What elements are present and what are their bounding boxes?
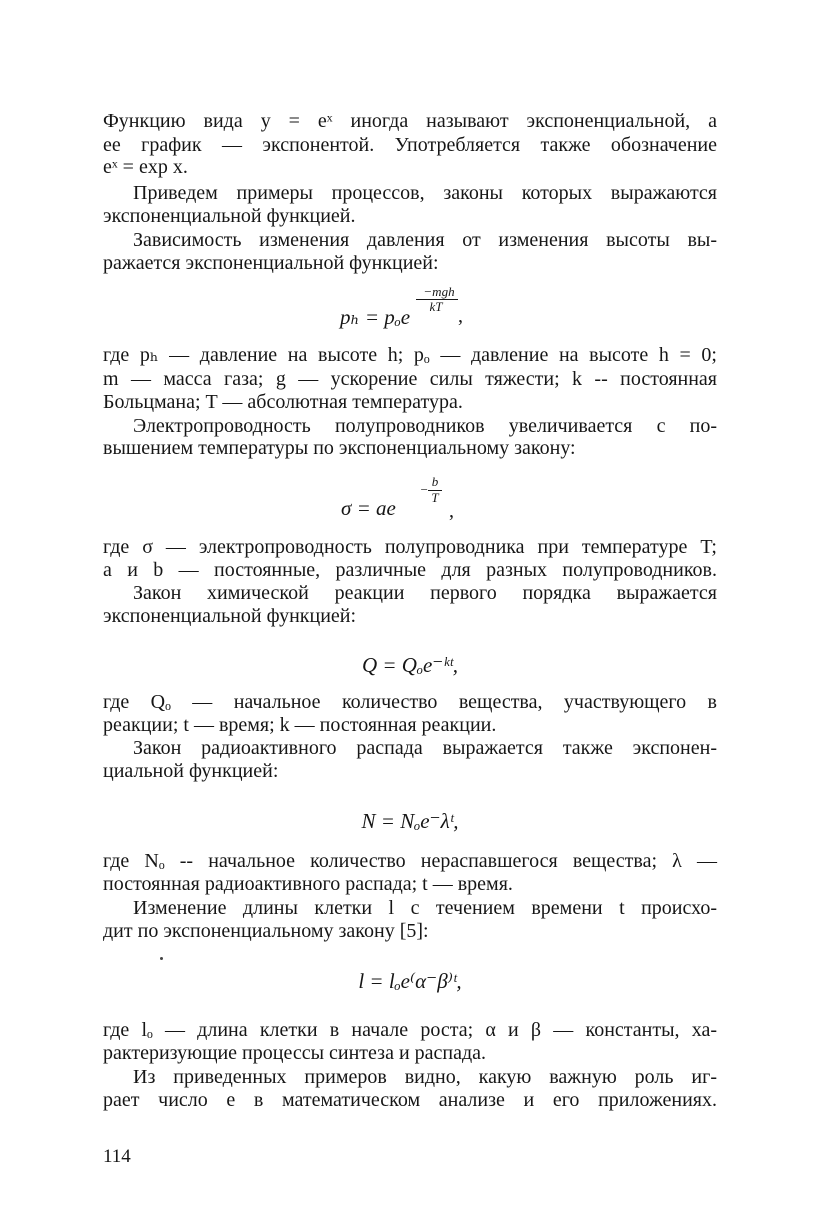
- text-line: где Nₒ -- начальное количество нераспавшегося вещества; λ —: [103, 850, 717, 872]
- text-line: Закон радиоактивного распада выражается также экспонен-: [133, 737, 717, 759]
- exponent-sign: −: [419, 482, 429, 497]
- text-line: Зависимость изменения давления от изменения высоты вы-: [133, 229, 717, 251]
- text-line: экспоненциальной функцией:: [103, 605, 357, 627]
- exponent-denominator: T: [431, 490, 439, 505]
- text-line: Функцию вида y = eˣ иногда называют экспоненциальной, а: [103, 110, 717, 132]
- exponent-numerator: b: [431, 474, 439, 489]
- text-line: вышением температуры по экспоненциальному закону:: [103, 437, 576, 459]
- text-line: рактеризующие процессы синтеза и распада.: [103, 1042, 487, 1064]
- text-line: реакции; t — время; k — постоянная реакции.: [103, 714, 497, 736]
- text-line: экспоненциальной функцией.: [103, 205, 356, 227]
- text-line: ражается экспоненциальной функцией:: [103, 252, 439, 274]
- text-line: Приведем примеры процессов, законы которых выражаются: [133, 182, 717, 204]
- text-line: a и b — постоянные, различные для разных полупроводников.: [103, 559, 717, 581]
- text-line: Закон химической реакции первого порядка выражается: [133, 582, 717, 604]
- speck-mark: [160, 957, 163, 960]
- formula-comma: ,: [458, 305, 463, 327]
- text-line: Изменение длины клетки l с течением времени t происхо-: [133, 897, 717, 919]
- text-line: Электропроводность полупроводников увеличивается с по-: [133, 415, 717, 437]
- text-line: постоянная радиоактивного распада; t — время.: [103, 873, 513, 895]
- text-line: где lₒ — длина клетки в начале роста; α и β — константы, ха-: [103, 1019, 717, 1041]
- exponent-denominator: kT: [429, 299, 443, 314]
- text-line: ее график — экспонентой. Употребляется также обозначение: [103, 134, 717, 156]
- formula-comma: ,: [449, 500, 454, 522]
- page-number: 114: [103, 1146, 131, 1167]
- formula-radioactive: N = Nₒe⁻λᵗ,: [361, 809, 459, 833]
- text-line: где Qₒ — начальное количество вещества, участвующего в: [103, 691, 717, 713]
- formula-cell: l = lₒe⁽α⁻β⁾ᵗ,: [358, 969, 462, 993]
- text-line: циальной функцией:: [103, 760, 279, 782]
- exponent-numerator: −mgh: [423, 284, 455, 299]
- text-line: дит по экспоненциальному закону [5]:: [103, 920, 429, 942]
- text-line: рает число e в математическом анализе и его приложениях.: [103, 1089, 717, 1111]
- text-line: m — масса газа; g — ускорение силы тяжести; k -- постоянная: [103, 368, 717, 390]
- text-line: где σ — электропроводность полупроводника при температуре T;: [103, 536, 717, 558]
- text-line: eˣ = exp x.: [103, 156, 188, 178]
- text-line: где pₕ — давление на высоте h; pₒ — давление на высоте h = 0;: [103, 344, 717, 366]
- formula-chemical: Q = Qₒe⁻ᵏᵗ,: [361, 653, 459, 677]
- formula-main: pₕ = pₒe: [340, 305, 411, 329]
- text-line: Больцмана; T — абсолютная температура.: [103, 391, 463, 413]
- formula-main: σ = ae: [341, 496, 396, 520]
- text-line: Из приведенных примеров видно, какую важную роль иг-: [133, 1066, 717, 1088]
